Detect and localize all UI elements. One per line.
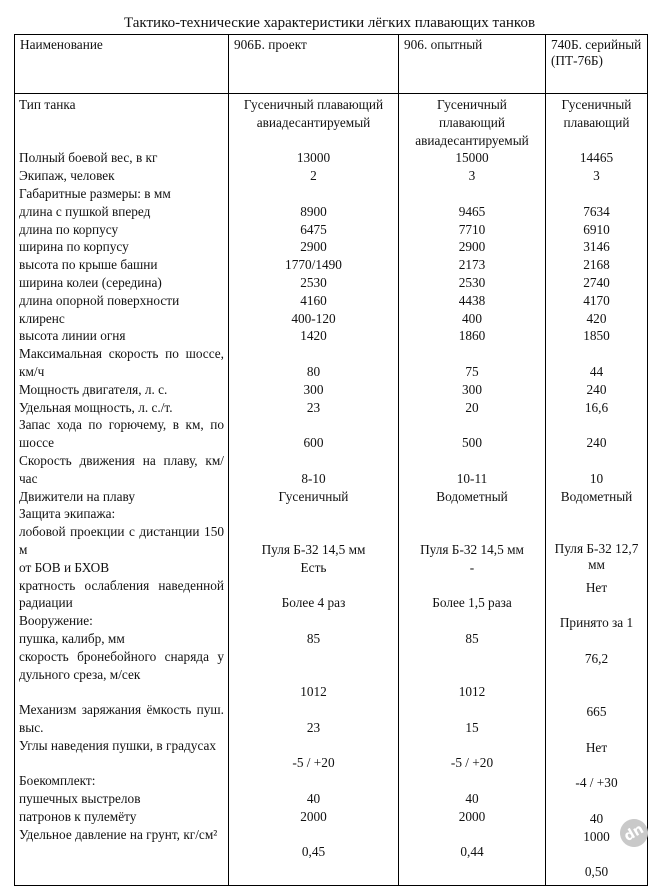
value-cell: 1770/1490 xyxy=(285,257,342,273)
value-cell xyxy=(550,792,643,810)
value-cell: 3146 xyxy=(583,239,610,255)
parameter-label: пушечных выстрелов xyxy=(19,791,141,807)
value-cell: 75 xyxy=(465,363,479,379)
parameter-label: Защита экипажа: xyxy=(19,506,116,522)
value-cell: 2168 xyxy=(583,257,610,273)
value-cell: Гусеничный xyxy=(278,488,349,504)
value-cell: 500 xyxy=(462,435,482,451)
value-cell xyxy=(550,632,643,650)
value-cell: Пуля Б-32 14,5 мм xyxy=(420,541,524,557)
value-cell xyxy=(550,185,643,203)
values-906 xyxy=(399,94,546,886)
value-cell: 23 xyxy=(306,399,321,415)
value-cell: 80 xyxy=(306,363,321,379)
value-cell: 0,50 xyxy=(584,864,609,880)
value-cell: 4438 xyxy=(458,292,486,308)
parameter-label: патронов к пулемёту xyxy=(19,808,137,824)
value-cell: 665 xyxy=(586,704,607,720)
value-cell: 15000 xyxy=(455,150,489,166)
parameter-label: высота по крыше башни xyxy=(19,257,158,273)
parameter-label: Тип танка xyxy=(19,97,76,112)
value-cell: Нет xyxy=(585,579,608,595)
parameter-label: длина опорной поверхности xyxy=(19,292,180,308)
value-cell: Нет xyxy=(585,739,608,755)
value-cell: Пуля Б-32 14,5 мм xyxy=(261,541,366,557)
value-cell: 15 xyxy=(465,719,479,735)
value-cell: 76,2 xyxy=(584,650,609,666)
value-cell: 40 xyxy=(465,791,479,807)
parameter-label: клиренс xyxy=(19,310,65,326)
value-cell: 0,45 xyxy=(301,844,326,860)
parameter-label: Углы наведения пушки, в градусах xyxy=(19,737,217,753)
column-header: 740Б. серийный (ПТ-76Б) xyxy=(546,35,648,94)
value-cell: 1420 xyxy=(300,328,327,344)
parameter-label: Полный боевой вес, в кг xyxy=(19,150,158,166)
value-cell xyxy=(403,772,541,790)
value-cell: Гусеничный плавающий авиадесантируемый xyxy=(415,97,529,148)
value-cell xyxy=(403,185,541,203)
value-cell: Пуля Б-32 12,7 мм xyxy=(554,540,639,573)
value-cell: 1850 xyxy=(583,328,610,344)
value-cell: 23 xyxy=(306,719,321,735)
value-cell: 14465 xyxy=(579,150,614,166)
parameter-label: Механизм заряжания ёмкость пуш. выс. xyxy=(19,702,224,735)
value-cell: 6475 xyxy=(300,221,327,237)
parameter-label: кратность ослабления наведенной радиации xyxy=(19,577,224,611)
parameter-label: Боекомплект: xyxy=(19,773,96,789)
value-cell xyxy=(233,612,394,630)
value-cell: -5 / +20 xyxy=(450,755,494,771)
value-cell: - xyxy=(469,559,475,575)
column-header: Наименование xyxy=(15,35,229,94)
value-cell: 400 xyxy=(462,310,482,326)
parameter-label: Скорость движения на плаву, км/час xyxy=(19,452,224,486)
value-cell: 2530 xyxy=(458,274,486,290)
column-header: 906. опытный xyxy=(399,35,546,94)
parameter-label: длина с пушкой вперед xyxy=(19,203,151,219)
table-caption: Тактико-технические характеристики лёгких плавающих танков xyxy=(123,15,536,31)
value-cell: 44 xyxy=(589,363,604,379)
value-cell: 10 xyxy=(589,470,604,486)
value-cell: 1012 xyxy=(458,684,486,700)
value-cell: Есть xyxy=(300,559,327,575)
value-cell: 10-11 xyxy=(456,470,488,486)
value-cell xyxy=(233,772,394,790)
parameter-label: Экипаж, человек xyxy=(19,168,115,184)
parameter-label: Габаритные размеры: в мм xyxy=(19,185,171,201)
value-cell: -5 / +20 xyxy=(292,755,335,771)
parameter-labels xyxy=(15,94,229,886)
parameter-label: от БОВ и БХОВ xyxy=(19,559,110,575)
value-cell: Гусеничный плавающий xyxy=(561,97,632,130)
value-cell: Принято за 1 xyxy=(559,615,634,631)
value-cell: 4160 xyxy=(300,292,327,308)
value-cell: 1012 xyxy=(300,684,327,700)
parameter-label: Запас хода по горючему, в км, по шоссе xyxy=(19,417,224,451)
value-cell: 4170 xyxy=(583,292,610,308)
value-cell: 16,6 xyxy=(584,399,609,415)
value-cell xyxy=(233,185,394,203)
parameter-label: Вооружение: xyxy=(19,613,93,629)
value-cell: 1000 xyxy=(583,828,610,844)
value-cell: 6910 xyxy=(583,221,610,237)
parameter-label: лобовой проекции с дистанции 150 м xyxy=(19,524,224,557)
parameter-label: Удельное давление на грунт, кг/см² xyxy=(19,826,218,842)
value-cell: 3 xyxy=(468,168,476,184)
value-cell: 1860 xyxy=(458,328,486,344)
value-cell: -4 / +30 xyxy=(575,775,618,791)
value-cell: 2000 xyxy=(458,808,486,824)
parameter-label: скорость бронебойного снаряда у дульного среза, м/сек xyxy=(19,648,224,682)
value-cell: 2900 xyxy=(300,239,327,255)
value-cell: Водометный xyxy=(560,488,633,504)
table-header-row xyxy=(15,35,648,94)
parameter-label: высота линии огня xyxy=(19,328,126,344)
parameter-label: Движители на плаву xyxy=(19,488,136,504)
value-cell: 85 xyxy=(465,630,479,646)
value-cell xyxy=(550,505,643,523)
value-cell: 40 xyxy=(589,811,604,827)
values-740b xyxy=(546,94,648,886)
value-cell: 7634 xyxy=(583,203,610,219)
value-cell: 8-10 xyxy=(301,470,326,486)
parameter-label: Удельная мощность, л. с./т. xyxy=(19,399,173,415)
value-cell: 2900 xyxy=(458,239,486,255)
value-cell: 2 xyxy=(310,168,317,184)
value-cell: 0,44 xyxy=(460,844,484,860)
value-cell: 9465 xyxy=(458,203,486,219)
watermark-logo: dn xyxy=(615,814,653,852)
value-cell: 2740 xyxy=(583,274,610,290)
value-cell: 7710 xyxy=(458,221,486,237)
value-cell: 3 xyxy=(593,168,600,184)
value-cell: 600 xyxy=(303,435,324,451)
parameter-label: Максимальная скорость по шоссе, км/ч xyxy=(19,346,224,379)
column-header: 906Б. проект xyxy=(229,35,399,94)
specs-table xyxy=(14,34,648,886)
value-cell: 85 xyxy=(306,630,321,646)
value-cell: Водометный xyxy=(436,488,508,504)
value-cell: 20 xyxy=(465,399,479,415)
value-cell: 40 xyxy=(306,791,321,807)
value-cell: 400-120 xyxy=(291,310,336,326)
value-cell: 300 xyxy=(303,381,324,397)
value-cell: 420 xyxy=(586,310,607,326)
parameter-label: ширина колеи (середина) xyxy=(19,274,162,290)
value-cell: 240 xyxy=(586,435,607,451)
parameter-label: ширина по корпусу xyxy=(19,239,129,255)
value-cell: 13000 xyxy=(296,150,331,166)
value-cell xyxy=(403,505,541,523)
value-cell: 8900 xyxy=(300,203,327,219)
value-cell xyxy=(403,612,541,630)
parameter-label: пушка, калибр, мм xyxy=(19,630,125,646)
value-cell: Более 1,5 раза xyxy=(432,595,512,611)
parameter-label: Мощность двигателя, л. с. xyxy=(19,381,168,397)
table-row xyxy=(15,94,648,886)
value-cell xyxy=(233,505,394,523)
values-906b xyxy=(229,94,399,886)
value-cell: Более 4 раз xyxy=(281,595,346,611)
value-cell: 2173 xyxy=(458,257,486,273)
value-cell: 2000 xyxy=(300,808,327,824)
parameter-label: длина по корпусу xyxy=(19,221,119,237)
value-cell: 300 xyxy=(462,381,482,397)
value-cell: 240 xyxy=(586,381,607,397)
value-cell: 2530 xyxy=(300,274,327,290)
value-cell: Гусеничный плавающий авиадесантируемый xyxy=(243,97,384,130)
